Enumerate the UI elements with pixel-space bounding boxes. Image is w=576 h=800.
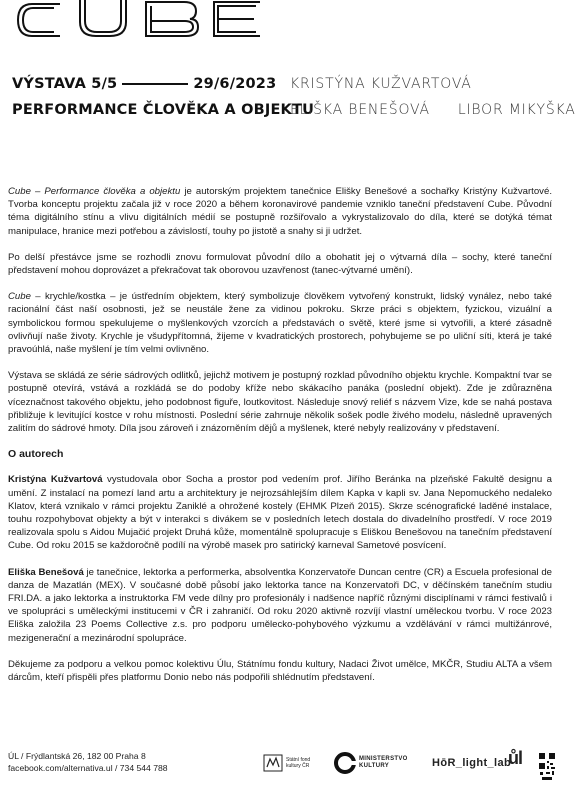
ministry-emblem-icon	[334, 752, 356, 774]
cube-logo	[10, 0, 270, 44]
cube-emphasis: Cube	[8, 291, 31, 303]
acknowledgements: Děkujeme za podporu a velkou pomoc kolektivu Úlu, Státnímu fondu kultury, Nadaci Život umělce, MKČR, Studiu ALTA a všem dárcům, kteří přispěli přes platformu Donio nebo nás podpořili shlédnutím představení.	[8, 658, 552, 684]
qr-code-icon	[538, 752, 556, 782]
ul-logo: ůl	[508, 748, 522, 768]
sfk-logo	[263, 754, 320, 772]
artist-name: ELIŠKA BENEŠOVÁ	[290, 102, 430, 118]
paragraph-text: je tanečnice, lektorka a performerka, absolventka Konzervatoře Duncan centre (CR) a Escuela profesional de danza de Mazatlán (MEX). V současné době působí jako lektorka tance na Konzervatoři DC, v děčínském tanečním studiu FRI.DA. a jako lektorka a instruktorka FM vede dílny pro profesionály i nadšence napříč různými disciplínami v rámci festivalů i ve spolupráci s uměleckými institucemi v ČR i zahraničí. Od roku 2020 aktivně rozvíjí vlastní uměleckou tvorbu. V roce 2023 Eliška založila 23 Poems Collective z.s. pro podporu umělecko-pohybového výzkumu a vzdělávání v rámci multižánrové, mezigenerační a mezinárodní spolupráce.	[8, 566, 553, 644]
exhibition-title: PERFORMANCE ČLOVĚKA A OBJEKTU	[12, 102, 315, 118]
sfk-emblem-icon	[263, 754, 283, 772]
ministry-logo-text: MINISTERSTVO	[359, 756, 408, 762]
paragraph-text: – krychle/kostka – je ústředním objektem, který symbolizuje člověkem vytvořený konstrukt, lidský vynález, nebo také racionální část naší osobnosti, jež se neustále žene za vidinou pokroku. Skrze práci s objektem, fyzickou, vizuální a symbolickou formou spekulujeme o myšlenkových vzorcích a představách o světě, které jsme si vytvořili, a které zásadně ovlivňují naše životy. Krychle je všudypřítomná, žijeme v kvadratických prostorech, pohybujeme se po uliční síti, která je také pravoúhlá, naše myšlení je tím velmi ovlivněno.	[8, 291, 552, 356]
hor-light-lab-logo: HōR_light_lab	[432, 757, 512, 769]
author-bio-kuzvartova	[8, 473, 552, 552]
address-line: ÚL / Frýdlantská 26, 182 00 Praha 8	[8, 751, 146, 761]
artist-name: KRISTÝNA KUŽVARTOVÁ	[290, 76, 472, 92]
author-name: Kristýna Kužvartová	[8, 474, 103, 486]
project-title-emphasis: Cube – Performance člověka a objektu	[8, 186, 181, 197]
artist-name: LIBOR MIKYŠKA	[457, 102, 576, 118]
ministry-logo	[334, 752, 408, 774]
sfk-logo-text: Státní fond kultury ČR	[286, 757, 311, 769]
paragraph-text: je autorským projektem tanečnice Elišky Benešové a sochařky Kristýny Kužvartové. Tvorba konceptu projektu začala již v roce 2020 a během koronavirové pandemie vzniklo taneční představení Cube. Původní téma digitálního stínu a vlivu digitálních médií se postupně rozšiřovalo a vykrystalizovalo do díla, které se dotýká témat manipulace, hranice mezi potřebou a závislostí, touhy po jistotě a snahy si ji udržet.	[8, 186, 552, 237]
author-name: Eliška Benešová	[8, 566, 84, 578]
address-line: facebook.com/alternativa.ul / 734 544 788	[8, 763, 168, 773]
about-authors-heading: O autorech	[8, 448, 64, 461]
header-left	[12, 76, 314, 118]
partner-logos	[8, 748, 556, 788]
header-artists	[290, 76, 576, 118]
main-text	[8, 185, 552, 697]
author-bio-benesova	[8, 566, 552, 645]
exhibition-date: 29/6/2023	[193, 76, 277, 92]
ministry-logo-text: KULTURY	[359, 763, 390, 769]
paragraph-text: Výstava se skládá ze série sádrových odlitků, jejichž motivem je postupný rozklad původního objektu krychle. Kompaktní tvar se postupně otevírá, vstává a rozkládá se do podoby kříže nebo skákacího panáka (poslední objekt). Zde je zdůrazněna víceznačnost takového objektu, jeho podobnost figuře, loutkovitost. Následuje snový reliéf s názvem Vize, kde se nahá postava přibližuje k levitující kostce v rohu místnosti. Poslední série zahrnuje několik sošek podle živého modelu, následně upravených zalitím do sádrové hmoty. Díla jsou zároveň i znázorněním dějů a myšlenek, které nebyly realizovány v představení.	[8, 370, 552, 435]
paragraph-text: Po delší přestávce jsme se rozhodli znovu formulovat původní dílo a obohatit jej o výtvarná díla – sochy, které taneční představení mohou doprovázet a překračovat tak oborovou uzavřenost (tanec-výtvarné umění).	[8, 251, 552, 277]
paragraph-cube	[8, 290, 552, 356]
paragraph-text: vystudovala obor Socha a prostor pod vedením prof. Jiřího Beránka na plzeňské Fakultě designu a umění. Z instalací na pomezí land artu a architektury je nejrozsáhlejším dílem Kapka v kapli sv. Jana Nepomuckého nedaleko Klatov, která vznikalo v rámci projektu Zaniklé a ohrožené kostely (EHMK Plzeň 2015). Skrze scénografické laděné instalace, touhu rozpohybovat objekty a být v interakci s divákem se v posledních letech dostala do divadelního prostředí. V roce 2019 realizovala spolu s Aidou Mujačić projekt Druhá kůže, momentálně spolupracuje s Eliškou Benešovou na tanečním představení Cube. Od roku 2015 se každoročně podílí na výrobě masek pro satirický karneval Sametové posvícení.	[8, 474, 552, 552]
paragraph-intro	[8, 185, 552, 238]
header-divider-line	[122, 83, 188, 85]
exhibition-label: VÝSTAVA 5/5	[12, 76, 118, 92]
